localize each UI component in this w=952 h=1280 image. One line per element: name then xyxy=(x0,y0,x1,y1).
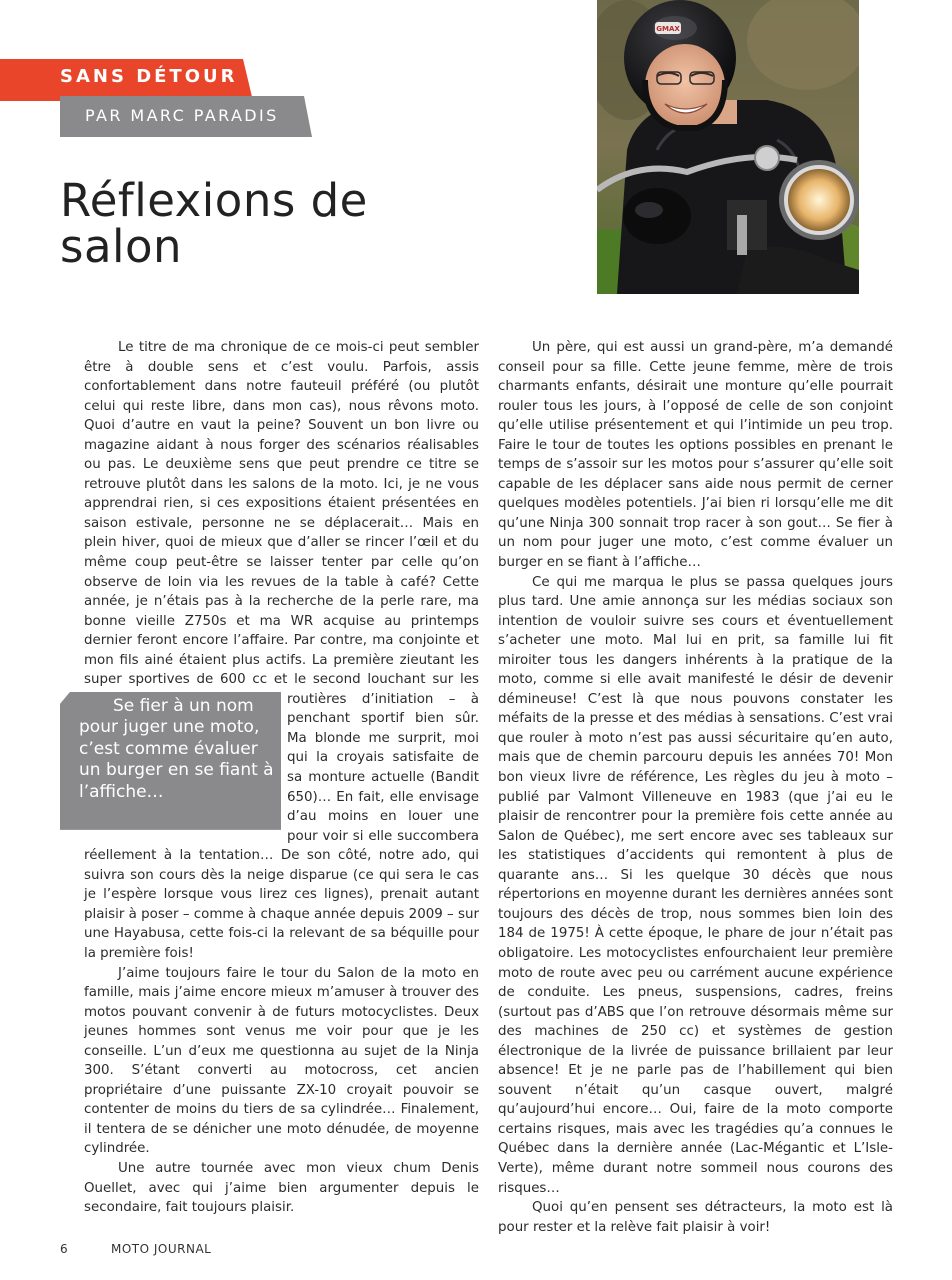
article-paragraph: Ce qui me marqua le plus se passa quelques jours plus tard. Une amie annonça sur les médias sociaux son intention de vouloir suivre ses cours et éventuellement s’acheter une moto. Mal lui en prit, sa famille lui fit miroiter tous les dangers inhérents à la pratique de la moto, comme si elle avait manifesté le désir de devenir démineuse! C’est là que nous pouvons constater les méfaits de la presse et des médias à sensations. C’est vrai que rouler à moto n’est pas aussi sécuritaire qu’en auto, mais que de chemin parcouru depuis les années 70! Mon bon vieux livre de référence, Les règles du jeu à moto – publié par Valmont Villeneuve en 1983 (que j’ai eu le plaisir de rencontrer pour la première fois cette année au Salon de Québec), me sert encore avec ses tableaux sur les statistiques d’accidents qui remontent à plus de quarante ans… Si les quelque 30 décès que nous répertorions en moyenne durant les dernières années sont toujours des décès de trop, nous sommes bien loin des 184 de 1975! À cette époque, le phare de jour n’était pas obligatoire. Les motocyclistes enfourchaient leur première moto de route avec peu ou carrément aucune expérience de conduite. Les pneus, suspensions, cadres, freins (surtout pas d’ABS que l’on retrouve désormais même sur des machines de 250 cc) et systèmes de gestion électronique de la livrée de puissance brillaient par leur absence! Et je ne parle pas de l’habillement qui bien souvent n’était qu’un casque ouvert, malgré qu’aujourd’hui encore… Oui, faire de la moto comporte certains risques, mais avec les tragédies qu’a connues le Québec dans la dernière année (Lac-Mégantic et L’Isle-Verte), même durant notre sommeil nous courons des risques… xyxy=(498,574,893,1196)
article-paragraph: Une autre tournée avec mon vieux chum Denis Ouellet, avec qui j’aime bien argumenter depuis le secondaire, fait toujours plaisir. xyxy=(84,1160,479,1216)
page-number: 6 xyxy=(60,1242,68,1256)
article-photo xyxy=(597,0,859,294)
article-paragraph: Le titre de ma chronique de ce mois-ci peut sembler être à double sens et c’est voulu. Parfois, assis confortablement dans notre fauteuil préféré (ou plutôt celui qui reste libre, dans mon cas), nous rêvons moto. Quoi d’autre en vaut la peine? Souvent un bon livre ou magazine aidant à nous forger des scénarios réalisables ou pas. Le deuxième sens que peut prendre ce titre se retrouve plutôt dans les salons de la moto. Ici, je ne vous apprendrai rien, si ces expositions étaient présentées en saison estivale, personne ne se déplacerait… Mais en plein hiver, quoi de mieux que d’aller se rincer l’œil et du même coup peut-être se laisser tenter par celle qu’on observe de loin via les revues de la table à café? Cette année, je n’étais pas à la recherche de la perle rare, ma bonne vieille Z750s et ma WR acquise au printemps dernier feront encore l’affaire. Par contre, ma conjointe et mon fils ainé étaient plus actifs. La première zieutant les super sportives de 600 cc et le second louchant sur les routières d’initiation Se fier à un nom pour juger une moto, c’est comme évaluer un burger en se fiant à l’affiche… – à penchant sportif bien sûr. Ma blonde me surprit, moi qui la croyais satisfaite de sa monture actuelle (Bandit 650)… En fait, elle envisage d’au moins en louer une pour voir si elle succombera réellement à la tentation… De son côté, notre ado, qui suivra son cours dès la neige disparue (ce qui sera le cas je l’espère lorsque vous lirez ces lignes), prenait autant plaisir à poser – comme à chaque année depuis 2009 – sur une Hayabusa, cette fois-ci la relevant de sa béquille pour la première fois! xyxy=(84,338,479,964)
article-paragraph: Quoi qu’en pensent ses détracteurs, la moto est là pour rester et la relève fait plaisir à voir! xyxy=(498,1200,893,1235)
article-column-right xyxy=(498,338,893,1237)
section-label: SANS DÉTOUR xyxy=(60,66,238,87)
article-column-left xyxy=(79,338,479,1218)
helmet-logo: GMAX xyxy=(656,25,680,33)
pullquote-box xyxy=(60,692,281,830)
pullquote-text: Se fier à un nom pour juger une moto, c’est comme évaluer un burger en se fiant à l’affiche… xyxy=(79,695,274,802)
article-paragraph: J’aime toujours faire le tour du Salon de la moto en famille, mais j’aime encore mieux m’amuser à trouver des motos pouvant convenir à de futurs motocyclistes. Deux jeunes hommes sont venus me voir pour que je les conseille. L’un d’eux me questionna au sujet de la Ninja 300. S’étant converti au motocross, cet ancien propriétaire d’une puissante ZX-10 croyait pouvoir se contenter de moins du tiers de sa cylindrée… Finalement, il tentera de se dénicher une moto dénudée, de moyenne cylindrée. xyxy=(84,965,479,1157)
publication-name: MOTO JOURNAL xyxy=(111,1242,212,1256)
article-paragraph: Un père, qui est aussi un grand-père, m’a demandé conseil pour sa fille. Cette jeune femme, mère de trois charmants enfants, désirait une monture qu’elle pourrait rouler tous les jours, à l’opposé de celle de son conjoint qu’elle utilise présentement et qui l’intimide un peu trop. Faire le tour de toutes les options possibles en prenant le temps de s’assoir sur les motos pour s’assurer qu’elle soit capable de les déplacer sans aide nous permit de cerner quelques modèles potentiels. J’ai bien ri lorsqu’elle me dit qu’une Ninja 300 sonnait trop racer à son gout… Se fier à un nom pour juger une moto, c’est comme évaluer un burger en se fiant à l’affiche… xyxy=(498,340,893,571)
byline-label: PAR MARC PARADIS xyxy=(85,106,279,125)
article-title: Réflexions de salon xyxy=(60,174,368,273)
